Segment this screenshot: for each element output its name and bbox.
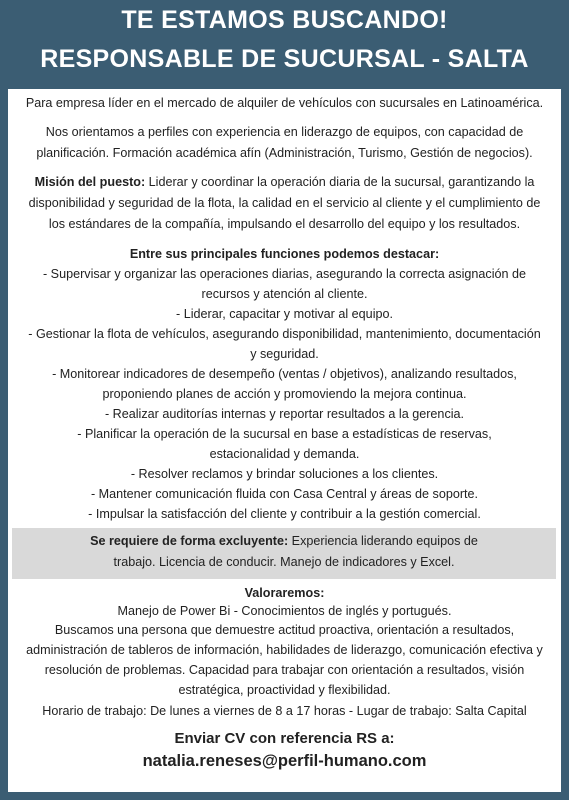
schedule-text: Horario de trabajo: De lunes a viernes de 8 a 17 horas - Lugar de trabajo: Salta Capital bbox=[42, 704, 527, 718]
function-item: - Realizar auditorías internas y reportar resultados a la gerencia. bbox=[104, 407, 465, 421]
cta-text: Enviar CV con referencia RS a: bbox=[174, 730, 395, 747]
contact-email[interactable]: natalia.reneses@perfil-humano.com bbox=[142, 752, 427, 770]
mission-paragraph bbox=[22, 172, 547, 235]
functions-title: Entre sus principales funciones podemos destacar: bbox=[129, 247, 440, 261]
valued-line-2: Buscamos una persona que demuestre actitud proactiva, orientación a resultados, administración de tableros de información, habilidades de liderazgo, comunicación efectiva y resolución de problemas. Capacidad para trabajar con orientación a resultados, visión estratégica, proactividad y flexibilidad. bbox=[26, 623, 543, 697]
requirements-box bbox=[12, 528, 556, 579]
valued-line-1: Manejo de Power Bi - Conocimientos de inglés y portugués. bbox=[117, 604, 452, 618]
requirements-paragraph bbox=[12, 531, 556, 573]
intro-text: Para empresa líder en el mercado de alquiler de vehículos con sucursales en Latinoamérica. bbox=[25, 96, 544, 110]
header-banner bbox=[0, 0, 569, 88]
function-item: - Supervisar y organizar las operaciones diarias, asegurando la correcta asignación de recursos y atención al cliente. bbox=[42, 267, 527, 301]
function-item: - Liderar, capacitar y motivar al equipo. bbox=[176, 307, 393, 321]
profile-text: Nos orientamos a perfiles con experiencia en liderazgo de equipos, con capacidad de planificación. Formación académica afín (Administración, Turismo, Gestión de negocios). bbox=[36, 125, 533, 160]
function-item: - Resolver reclamos y brindar soluciones a los clientes. bbox=[130, 467, 439, 481]
function-item: - Impulsar la satisfacción del cliente y contribuir a la gestión comercial. bbox=[88, 507, 481, 521]
mission-label: Misión del puesto: bbox=[34, 175, 146, 189]
requirements-label: Se requiere de forma excluyente: bbox=[90, 534, 289, 548]
mission-text: Liderar y coordinar la operación diaria de la sucursal, garantizando la disponibilidad y seguridad de la flota, la calidad en el servicio al cliente y el cumplimiento de los estándares de la compañía, impulsando el desarrollo del equipo y los resultados. bbox=[28, 175, 541, 231]
functions-section bbox=[18, 244, 551, 524]
function-item: - Planificar la operación de la sucursal en base a estadísticas de reservas, estacionalidad y demanda. bbox=[77, 427, 492, 461]
function-item: - Mantener comunicación fluida con Casa Central y áreas de soporte. bbox=[90, 487, 479, 501]
function-item: - Monitorear indicadores de desempeño (ventas / objetivos), analizando resultados, proponiendo planes de acción y promoviendo la mejora continua. bbox=[52, 367, 517, 401]
valued-title: Valoraremos: bbox=[244, 586, 325, 600]
requirements-text: Experiencia liderando equipos de trabajo. Licencia de conducir. Manejo de indicadores y Excel. bbox=[113, 534, 478, 569]
job-title: RESPONSABLE DE SUCURSAL - SALTA bbox=[40, 45, 529, 73]
function-item: - Gestionar la flota de vehículos, asegurando disponibilidad, mantenimiento, documentación y seguridad. bbox=[28, 327, 541, 361]
headline: TE ESTAMOS BUSCANDO! bbox=[121, 6, 448, 34]
job-posting-card bbox=[8, 89, 561, 792]
